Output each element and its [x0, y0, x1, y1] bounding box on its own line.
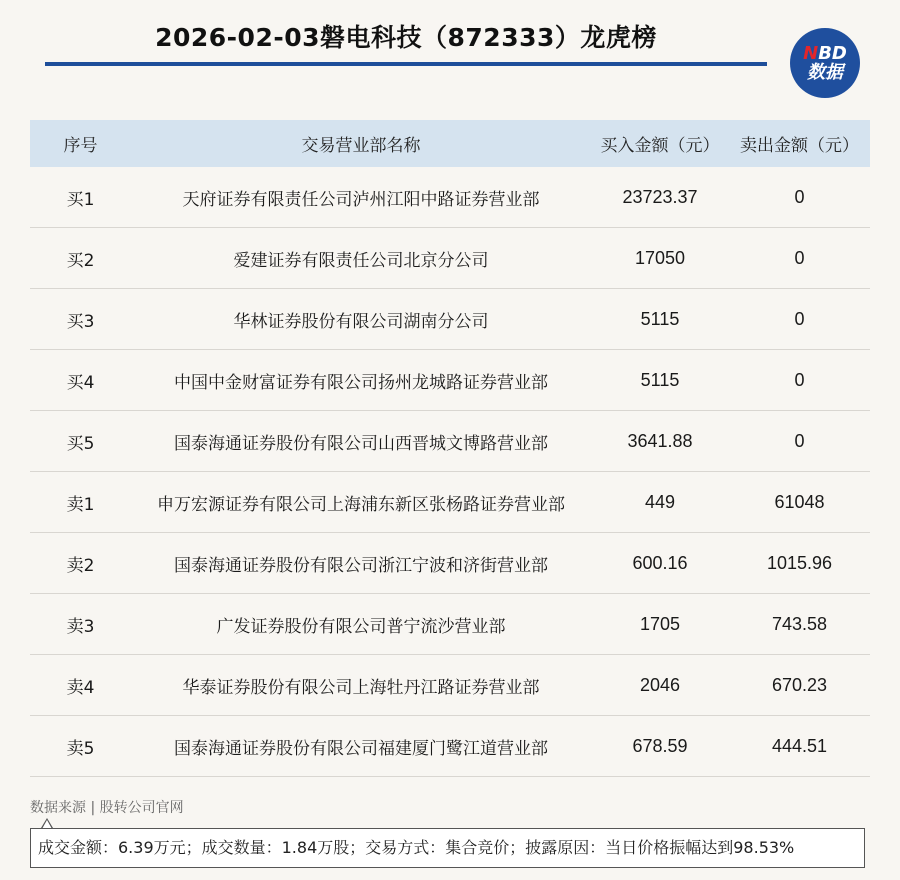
table-row: [30, 472, 870, 533]
row-broker-name: 国泰海通证券股份有限公司福建厦门鹭江道营业部: [131, 716, 591, 777]
table-header-row: [30, 120, 870, 167]
table-row: [30, 289, 870, 350]
table-row: [30, 228, 870, 289]
row-buy-amount: 1705: [591, 594, 729, 655]
row-broker-name: 国泰海通证券股份有限公司浙江宁波和济街营业部: [131, 533, 591, 594]
logo-letters-bd: BD: [818, 42, 847, 64]
row-buy-amount: 3641.88: [591, 411, 729, 472]
row-broker-name: 广发证券股份有限公司普宁流沙营业部: [131, 594, 591, 655]
row-sell-amount: 0: [729, 350, 870, 411]
header-broker-name: 交易营业部名称: [131, 120, 591, 167]
header-sell-amount: 卖出金额（元）: [729, 120, 870, 167]
row-buy-amount: 5115: [591, 350, 729, 411]
row-broker-name: 爱建证券有限责任公司北京分公司: [131, 228, 591, 289]
table-row: [30, 533, 870, 594]
title-underline: [45, 62, 767, 66]
row-buy-amount: 23723.37: [591, 167, 729, 228]
row-sell-amount: 444.51: [729, 716, 870, 777]
row-sell-amount: 670.23: [729, 655, 870, 716]
row-buy-amount: 5115: [591, 289, 729, 350]
row-buy-amount: 449: [591, 472, 729, 533]
row-index: 买2: [30, 228, 131, 289]
header-buy-amount: 买入金额（元）: [591, 120, 729, 167]
row-buy-amount: 678.59: [591, 716, 729, 777]
row-index: 卖3: [30, 594, 131, 655]
row-index: 卖4: [30, 655, 131, 716]
row-index: 买5: [30, 411, 131, 472]
data-source: 数据来源 | 股转公司官网: [30, 800, 184, 816]
row-index: 买3: [30, 289, 131, 350]
nbd-data-logo: [790, 28, 860, 98]
row-index: 买4: [30, 350, 131, 411]
row-broker-name: 天府证券有限责任公司泸州江阳中路证券营业部: [131, 167, 591, 228]
row-index: 卖5: [30, 716, 131, 777]
row-sell-amount: 1015.96: [729, 533, 870, 594]
row-sell-amount: 0: [729, 411, 870, 472]
table-row: [30, 350, 870, 411]
row-index: 卖1: [30, 472, 131, 533]
table-row: [30, 411, 870, 472]
row-broker-name: 华林证券股份有限公司湖南分公司: [131, 289, 591, 350]
table-row: [30, 716, 870, 777]
row-broker-name: 国泰海通证券股份有限公司山西晋城文博路营业部: [131, 411, 591, 472]
logo-line2: 数据: [807, 61, 843, 83]
row-index: 买1: [30, 167, 131, 228]
table-row: [30, 655, 870, 716]
logo-letter-n: N: [803, 42, 819, 64]
row-broker-name: 华泰证券股份有限公司上海牡丹江路证券营业部: [131, 655, 591, 716]
table-row: [30, 167, 870, 228]
row-sell-amount: 0: [729, 289, 870, 350]
row-broker-name: 中国中金财富证券有限公司扬州龙城路证券营业部: [131, 350, 591, 411]
row-buy-amount: 600.16: [591, 533, 729, 594]
page-title: 2026-02-03磐电科技（872333）龙虎榜: [155, 23, 657, 52]
row-index: 卖2: [30, 533, 131, 594]
row-sell-amount: 0: [729, 228, 870, 289]
row-sell-amount: 0: [729, 167, 870, 228]
row-buy-amount: 17050: [591, 228, 729, 289]
table-row: [30, 594, 870, 655]
row-broker-name: 申万宏源证券有限公司上海浦东新区张杨路证券营业部: [131, 472, 591, 533]
trading-table: [30, 120, 870, 777]
row-buy-amount: 2046: [591, 655, 729, 716]
header-index: 序号: [30, 120, 131, 167]
row-sell-amount: 743.58: [729, 594, 870, 655]
row-sell-amount: 61048: [729, 472, 870, 533]
trade-summary-note: 成交金额：6.39万元；成交数量：1.84万股；交易方式：集合竞价；披露原因：当日价格振幅达到98.53%: [30, 828, 865, 868]
